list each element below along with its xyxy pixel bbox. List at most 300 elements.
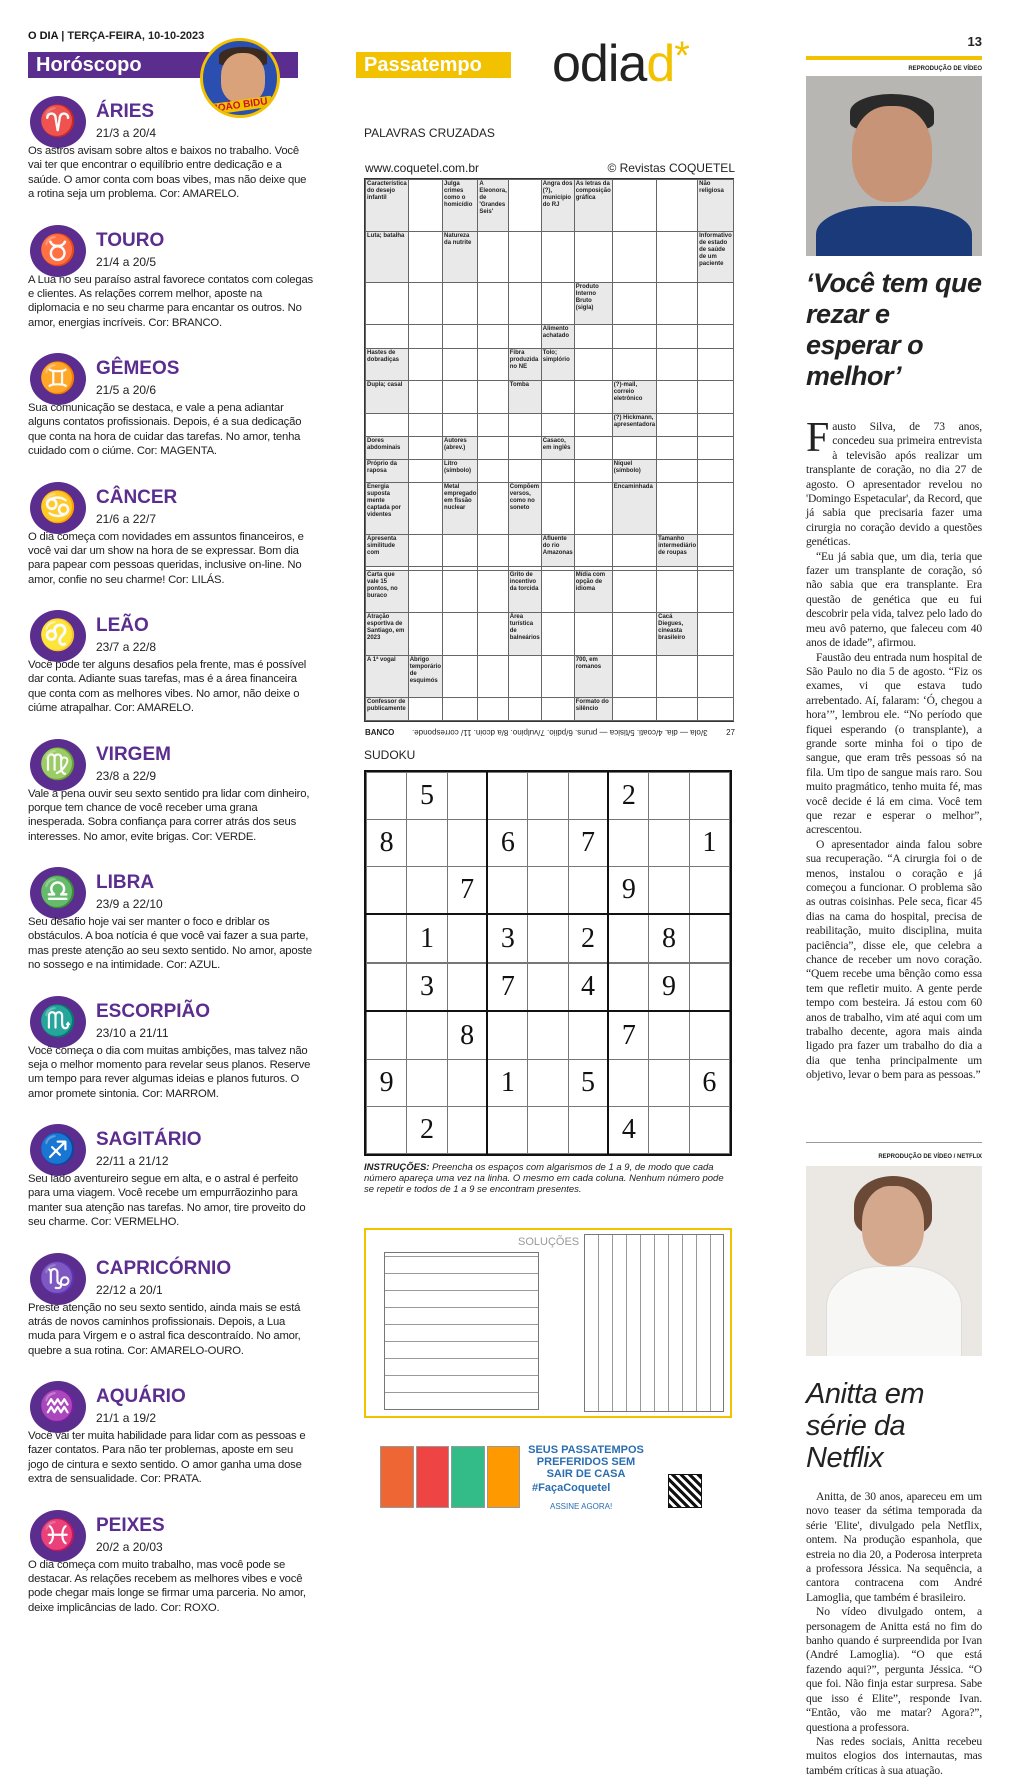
crossword-cell[interactable] xyxy=(698,483,734,535)
sudoku-cell[interactable]: 2 xyxy=(568,914,608,962)
magazine-covers xyxy=(380,1446,520,1508)
crossword-cell[interactable] xyxy=(508,459,541,482)
crossword-cell[interactable] xyxy=(574,413,612,436)
crossword-cell[interactable] xyxy=(478,283,508,325)
instr-text: Preencha os espaços com algarismos de 1 a 9, de modo que cada número apareça uma vez na linha. O mesmo em cada coluna. Nenhum número pode se repetir e todos de 1 a 9 se encontram presentes. xyxy=(364,1162,724,1195)
crossword-cell[interactable]: Próprio da raposa xyxy=(366,459,409,482)
sign-dates: 21/5 a 20/6 xyxy=(96,383,157,397)
crossword-cell[interactable] xyxy=(612,283,656,325)
sign-text: Os astros avisam sobre altos e baixos no trabalho. Você vai ter que encontrar o equilíbrio entre dedicação e a saúde. O amor conta com boas vibes, mas não deixe que a rotina seja um problema. Cor: AMARELO. xyxy=(28,145,307,201)
crossword-cell[interactable] xyxy=(508,180,541,232)
crossword-cell[interactable] xyxy=(508,413,541,436)
crossword-cell[interactable] xyxy=(574,436,612,459)
crossword-cell[interactable] xyxy=(657,697,698,720)
crossword-cell[interactable]: Casaco, em inglês xyxy=(541,436,574,459)
crossword-cell[interactable] xyxy=(541,381,574,414)
sign-dates: 21/1 a 19/2 xyxy=(96,1411,157,1425)
crossword-cell[interactable] xyxy=(478,231,508,283)
crossword-cell[interactable] xyxy=(698,436,734,459)
crossword-cell[interactable] xyxy=(541,231,574,283)
columnist-name: JOÃO BIDU xyxy=(207,95,274,115)
crossword-cell[interactable] xyxy=(408,231,442,283)
sudoku-cell[interactable]: 7 xyxy=(487,964,527,1012)
crossword-cell[interactable] xyxy=(443,381,478,414)
crossword-cell[interactable] xyxy=(612,325,656,348)
article-paragraph: Faustão deu entrada num hospital de São Paulo no dia 5 de agosto. “Fiz os exames, vi que estava tudo arrebentado. Aí, falaram: ‘Ó, chegou a hora’”, lembrou ele. “No período que fiquei esperando (o transplante), a grande sorte minha foi o tipo de sangue, que eram três pessoas só na fila. Um tipo de sangue mais raro. Sou muito pragmático, tenho muita fé, mas você decide é lá em cima. Você tem que rezar e esperar o melhor”, acrescentou. xyxy=(806,650,982,837)
sudoku-cell[interactable] xyxy=(407,820,447,867)
sudoku-cell[interactable]: 6 xyxy=(487,820,527,867)
crossword-cell[interactable] xyxy=(478,534,508,567)
photo-credit-1: REPRODUÇÃO DE VÍDEO xyxy=(908,66,982,72)
crossword-cell[interactable] xyxy=(478,413,508,436)
sign-text: Sua comunicação se destaca, e vale a pena adiantar alguns contatos profissionais. Depois, é a sua dedicação que conta na hora de cuidar das tarefas. No amor, tenha cuidado com o ciúme. Cor: MAGENTA. xyxy=(28,402,302,458)
crossword-cell[interactable] xyxy=(508,655,541,697)
crossword-cell[interactable]: Grito de incentivo da torcida xyxy=(508,571,541,613)
crossword-cell[interactable] xyxy=(541,571,574,613)
sudoku-cell[interactable] xyxy=(367,914,407,962)
sudoku-cell[interactable] xyxy=(407,867,447,915)
crossword-cell[interactable] xyxy=(408,534,442,567)
crossword-cell[interactable] xyxy=(408,381,442,414)
sign-name: VIRGEM xyxy=(96,743,171,765)
crossword-cell[interactable]: Confessor de publicamente xyxy=(366,697,409,720)
sign-name: LIBRA xyxy=(96,872,155,893)
sudoku-cell[interactable] xyxy=(568,1011,608,1059)
crossword-cell[interactable]: Dupla; casal xyxy=(366,381,409,414)
sudoku-cell[interactable] xyxy=(649,1059,689,1106)
sudoku-cell[interactable] xyxy=(689,914,729,962)
crossword-cell[interactable]: Luta; batalha xyxy=(366,231,409,283)
sudoku-cell[interactable] xyxy=(528,1106,568,1153)
section-title: Horóscopo xyxy=(28,52,298,78)
drop-cap: F xyxy=(806,415,830,461)
sudoku-cell[interactable] xyxy=(649,867,689,915)
crossword-copyright: © Revistas COQUETEL xyxy=(607,161,735,175)
crossword-cell[interactable] xyxy=(574,613,612,655)
crossword-cell[interactable]: (?) Hickmann, apresentadora xyxy=(612,413,656,436)
sudoku-cell[interactable] xyxy=(689,1106,729,1153)
sign-text: Você pode ter alguns desafios pela frente, mas é possível dar conta. Adiante suas tarefas, mas é a área financeira que conta com as melhores vibes. No amor, não deixe o ciúme atrapalhar. Cor: AMARELO. xyxy=(28,659,307,715)
crossword-cell[interactable] xyxy=(478,436,508,459)
sign-dates: 22/12 a 20/1 xyxy=(96,1282,163,1297)
sign-dates: 21/4 a 20/5 xyxy=(96,254,157,269)
crossword-cell[interactable] xyxy=(508,325,541,348)
crossword-cell[interactable] xyxy=(698,381,734,414)
sudoku-cell[interactable]: 5 xyxy=(568,1059,608,1106)
crossword-cell[interactable] xyxy=(541,459,574,482)
crossword-cell[interactable] xyxy=(657,180,698,232)
sudoku-cell[interactable]: 3 xyxy=(487,914,527,962)
crossword-cell[interactable]: Compõem versos, como no soneto xyxy=(508,483,541,535)
sign-name: CÂNCER xyxy=(96,486,178,508)
section-title-passatempo: Passatempo xyxy=(356,52,511,78)
columnist-face xyxy=(221,53,265,103)
sudoku-cell[interactable]: 8 xyxy=(367,820,407,867)
sudoku-cell[interactable] xyxy=(528,914,568,962)
crossword-cell[interactable] xyxy=(443,697,478,720)
sudoku-cell[interactable] xyxy=(528,1011,568,1059)
article-paragraph: O apresentador ainda falou sobre sua recuperação. “A cirurgia foi o de menos, instalou o coração e já começou a funcionar. O problema são as outras coisinhas. Pele seca, ficar 45 dias na cama do hospital, precisa de reabilitação, muito disciplina, muita paciência”, disse ele, que celebra a chance de receber um novo coração. “Quem recebe uma bênção como essa tem que refletir muito. A gente perde tempo com besteira. Já estou com 60 anos de trabalho, vim até aqui com um trabalho decente, agora mais ainda ligado pra fazer um trabalho do dia a dia que tenha principalmente um objetivo, levar o bem para as pessoas.” xyxy=(806,837,982,1082)
sudoku-cell[interactable] xyxy=(608,964,648,1012)
crossword-cell[interactable] xyxy=(574,381,612,414)
sudoku-cell[interactable] xyxy=(407,1059,447,1106)
crossword-cell[interactable] xyxy=(443,613,478,655)
crossword-cell[interactable]: Dores abdominais xyxy=(366,436,409,459)
sign-text: Você começa o dia com muitas ambições, mas talvez não seja o melhor momento para revelar seus planos. Reserve um tempo para rever algumas ideias e planos futuros. O amor promete sintonia. Cor: MARROM. xyxy=(28,1044,311,1100)
photo-faustao xyxy=(806,76,982,256)
sign-dates: 23/10 a 21/11 xyxy=(96,1025,169,1040)
crossword-cell[interactable]: A Eleonora, de 'Grandes Seis' xyxy=(478,180,508,232)
sudoku-cell[interactable]: 8 xyxy=(649,914,689,962)
photo-credit-2: REPRODUÇÃO DE VÍDEO / NETFLIX xyxy=(878,1154,982,1160)
sign-name: AQUÁRIO xyxy=(96,1386,186,1407)
crossword-cell[interactable]: Produto Interno Bruto (sigla) xyxy=(574,283,612,325)
sudoku-cell[interactable] xyxy=(407,1011,447,1059)
ad-headline: SEUS PASSATEMPOS PREFERIDOS SEM SAIR DE CASA xyxy=(528,1444,644,1480)
crossword-grid xyxy=(364,161,735,737)
sudoku-cell[interactable] xyxy=(487,1011,527,1059)
sign-dates: 23/8 a 22/9 xyxy=(96,768,157,783)
sudoku-cell[interactable] xyxy=(487,1106,527,1153)
sudoku-cell[interactable] xyxy=(528,964,568,1012)
crossword-cell[interactable]: As letras da composição gráfica xyxy=(574,180,612,232)
crossword-cell[interactable] xyxy=(366,325,409,348)
crossword-cell[interactable] xyxy=(574,348,612,381)
crossword-cell[interactable]: Tomba xyxy=(508,381,541,414)
crossword-cell[interactable] xyxy=(657,459,698,482)
sign-text: O dia começa com novidades em assuntos financeiros, e você vai dar um show na hora de se expressar. Bom dia para papear com pessoas queridas, inclusive on-line. No amor, confie no seu charme! Cor: LILÁS. xyxy=(28,530,304,586)
crossword-cell[interactable] xyxy=(478,459,508,482)
crossword-cell[interactable] xyxy=(508,231,541,283)
crossword-cell[interactable]: Formato do silêncio xyxy=(574,697,612,720)
crossword-cell[interactable] xyxy=(408,459,442,482)
crossword-cell[interactable]: Atração esportiva de Santiago, em 2023 xyxy=(366,613,409,655)
crossword-cell[interactable] xyxy=(443,534,478,567)
crossword-cell[interactable] xyxy=(612,180,656,232)
crossword-cell[interactable] xyxy=(698,571,734,613)
crossword-cell[interactable] xyxy=(541,283,574,325)
crossword-cell[interactable] xyxy=(408,348,442,381)
sudoku-cell[interactable] xyxy=(367,1011,407,1059)
crossword-cell[interactable]: Área turística de balneários xyxy=(508,613,541,655)
crossword-cell[interactable] xyxy=(443,413,478,436)
sudoku-cell[interactable]: 9 xyxy=(367,1059,407,1106)
crossword-cell[interactable]: Litro (símbolo) xyxy=(443,459,478,482)
sudoku-cell[interactable] xyxy=(367,964,407,1012)
magazine-cover xyxy=(416,1446,450,1508)
crossword-cell[interactable] xyxy=(698,613,734,655)
page-date: TERÇA-FEIRA, 10-10-2023 xyxy=(67,30,205,42)
crossword-cell[interactable] xyxy=(541,613,574,655)
crossword-footer xyxy=(365,728,735,737)
magazine-cover xyxy=(487,1446,521,1508)
crossword-cell[interactable] xyxy=(657,436,698,459)
ad-subscribe[interactable]: ASSINE AGORA! xyxy=(550,1502,613,1511)
sign-dates: 22/11 a 21/12 xyxy=(96,1154,169,1168)
crossword-cell[interactable] xyxy=(478,483,508,535)
crossword-cell[interactable] xyxy=(612,534,656,567)
crossword-cell[interactable] xyxy=(443,571,478,613)
sudoku-cell[interactable]: 8 xyxy=(447,1011,487,1059)
crossword-cell[interactable] xyxy=(478,325,508,348)
crossword-cell[interactable] xyxy=(443,348,478,381)
crossword-cell[interactable] xyxy=(478,348,508,381)
crossword-cell[interactable] xyxy=(541,655,574,697)
headline-1: ‘Você tem que rezar e esperar o melhor’ xyxy=(806,268,982,391)
sudoku-cell[interactable] xyxy=(608,1059,648,1106)
sudoku-cell[interactable] xyxy=(367,773,407,820)
banco-text: 3/ola — dia. 4/coati. 5/tisica — pruns. 6/pdiio. 7/vulpino. 8/a dcoin. 11/ corresponde. xyxy=(412,728,708,737)
crossword-cell[interactable] xyxy=(541,483,574,535)
sign-name: PEIXES xyxy=(96,1514,165,1536)
sudoku-cell[interactable] xyxy=(568,1106,608,1153)
crossword-cell[interactable] xyxy=(366,413,409,436)
crossword-cell[interactable]: 700, em romanos xyxy=(574,655,612,697)
brand: O DIA xyxy=(28,30,59,42)
sudoku-cell[interactable] xyxy=(608,914,648,962)
sudoku-cell[interactable]: 1 xyxy=(407,914,447,962)
crossword-cell[interactable] xyxy=(478,697,508,720)
zodiac-icon: ♊ xyxy=(30,353,86,405)
crossword-cell[interactable] xyxy=(657,231,698,283)
sudoku-title: SUDOKU xyxy=(364,748,416,762)
crossword-cell[interactable] xyxy=(478,571,508,613)
crossword-cell[interactable] xyxy=(443,283,478,325)
crossword-cell[interactable] xyxy=(612,697,656,720)
crossword-cell[interactable] xyxy=(657,571,698,613)
sudoku-cell[interactable]: 4 xyxy=(568,964,608,1012)
sudoku-cell[interactable]: 1 xyxy=(689,820,729,867)
sudoku-cell[interactable] xyxy=(689,964,729,1012)
zodiac-icon: ♉ xyxy=(30,225,86,277)
sudoku-cell[interactable]: 7 xyxy=(608,1011,648,1059)
puzzle-column xyxy=(356,30,756,1730)
crossword-cell[interactable] xyxy=(508,283,541,325)
crossword-title: PALAVRAS CRUZADAS xyxy=(364,126,495,140)
crossword-cell[interactable] xyxy=(612,436,656,459)
crossword-cell[interactable]: Hastes de dobradiças xyxy=(366,348,409,381)
coquetel-ad[interactable] xyxy=(364,1430,732,1520)
ad-hashtag: #FaçaCoquetel xyxy=(532,1482,611,1494)
zodiac-icon: ♐ xyxy=(30,1124,86,1176)
crossword-cell[interactable]: Natureza da nutrite xyxy=(443,231,478,283)
crossword-cell[interactable]: Julga crimes como o homicídio xyxy=(443,180,478,232)
sudoku-cell[interactable] xyxy=(649,820,689,867)
sudoku-cell[interactable]: 6 xyxy=(689,1059,729,1106)
crossword-cell[interactable] xyxy=(408,436,442,459)
sudoku-cell[interactable] xyxy=(689,867,729,915)
crossword-cell[interactable]: Autores (abrev.) xyxy=(443,436,478,459)
sudoku-cell[interactable] xyxy=(689,1011,729,1059)
crossword-cell[interactable] xyxy=(408,325,442,348)
sudoku-cell[interactable]: 4 xyxy=(608,1106,648,1153)
crossword-cell[interactable] xyxy=(408,283,442,325)
crossword-cell[interactable] xyxy=(408,483,442,535)
crossword-cell[interactable] xyxy=(408,697,442,720)
sudoku-grid xyxy=(364,770,732,1156)
crossword-cell[interactable] xyxy=(657,413,698,436)
sign-name: CAPRICÓRNIO xyxy=(96,1257,232,1279)
crossword-cell[interactable]: Mídia com opção de idioma xyxy=(574,571,612,613)
sudoku-cell[interactable] xyxy=(528,867,568,915)
crossword-cell[interactable]: Afluente do rio Amazonas xyxy=(541,534,574,567)
crossword-cell[interactable] xyxy=(366,283,409,325)
crossword-cell[interactable] xyxy=(508,534,541,567)
banco-label: BANCO xyxy=(365,728,395,737)
sudoku-cell[interactable] xyxy=(608,820,648,867)
sudoku-cell[interactable]: 5 xyxy=(407,773,447,820)
sudoku-cell[interactable] xyxy=(447,964,487,1012)
crossword-cell[interactable]: Não religiosa xyxy=(698,180,734,232)
crossword-cell[interactable] xyxy=(408,180,442,232)
sudoku-cell[interactable]: 7 xyxy=(447,867,487,915)
sudoku-cell[interactable] xyxy=(367,867,407,915)
crossword-cell[interactable]: Cacá Diegues, cineasta brasileiro xyxy=(657,613,698,655)
sudoku-cell[interactable]: 2 xyxy=(407,1106,447,1153)
puzzle-number: 27 xyxy=(726,728,735,737)
sign-name: GÊMEOS xyxy=(96,358,180,379)
crossword-cell[interactable] xyxy=(574,483,612,535)
crossword-cell[interactable] xyxy=(478,655,508,697)
yellow-rule xyxy=(806,56,982,60)
sudoku-cell[interactable]: 1 xyxy=(487,1059,527,1106)
sudoku-cell[interactable] xyxy=(447,773,487,820)
crossword-cell[interactable]: Tamanho intermediário de roupas xyxy=(657,534,698,567)
article-paragraph: “Eu já sabia que, um dia, teria que fazer um transplante de coração, só não sabia que era transplante. Era questão de genética que eu fui descobrir pela vida, talvez pelo lado do meu avô paterno, que faleceu com 40 anos de idade”, afirmou. xyxy=(806,549,982,650)
crossword-cell[interactable]: Característica do desejo infantil xyxy=(366,180,409,232)
sudoku-cell[interactable] xyxy=(528,820,568,867)
sudoku-cell[interactable]: 7 xyxy=(568,820,608,867)
crossword-cell[interactable] xyxy=(657,283,698,325)
crossword-cell[interactable]: Apresenta similitude com xyxy=(366,534,409,567)
sign-name: SAGITÁRIO xyxy=(96,1129,202,1150)
crossword-cell[interactable] xyxy=(657,655,698,697)
crossword-cell[interactable]: Tolo; simplório xyxy=(541,348,574,381)
crossword-cell[interactable] xyxy=(698,655,734,697)
zodiac-icon: ♒ xyxy=(30,1381,86,1433)
crossword-cell[interactable] xyxy=(698,283,734,325)
solutions-label: SOLUÇÕES xyxy=(518,1236,580,1248)
sudoku-cell[interactable] xyxy=(649,773,689,820)
crossword-cell[interactable] xyxy=(541,413,574,436)
crossword-cell[interactable]: Encaminhada xyxy=(612,483,656,535)
sudoku-cell[interactable] xyxy=(649,1106,689,1153)
crossword-cell[interactable]: Carta que vale 15 pontos, no buraco xyxy=(366,571,409,613)
crossword-cell[interactable]: Angra dos (?), município do RJ xyxy=(541,180,574,232)
sign-name: TOURO xyxy=(96,229,165,251)
crossword-cell[interactable]: Níquel (símbolo) xyxy=(612,459,656,482)
article-paragraph: austo Silva, de 73 anos, concedeu sua primeira entrevista à televisão após realizar um transplante de coração, no dia 27 de agosto. O apresentador revelou no 'Domingo Espetacular', da Record, que já sabia que precisaria fazer uma cirurgia no coração devido a questões genéticas. xyxy=(806,420,982,549)
crossword-cell[interactable] xyxy=(698,534,734,567)
crossword-cell[interactable]: (?)-mail, correio eletrônico xyxy=(612,381,656,414)
crossword-cell[interactable] xyxy=(612,655,656,697)
crossword-cell[interactable] xyxy=(698,413,734,436)
crossword-cell[interactable] xyxy=(698,697,734,720)
sudoku-cell[interactable] xyxy=(447,1059,487,1106)
crossword-cell[interactable] xyxy=(443,325,478,348)
crossword-cell[interactable] xyxy=(574,325,612,348)
crossword-cell[interactable]: Alimento achatado xyxy=(541,325,574,348)
zodiac-icon: ♏ xyxy=(30,996,86,1048)
crossword-site: www.coquetel.com.br xyxy=(365,161,480,175)
article-paragraph: Nas redes sociais, Anitta recebeu muitos elogios dos internautas, mas também críticas à sua atuação. xyxy=(806,1734,982,1777)
sudoku-cell[interactable] xyxy=(528,1059,568,1106)
sudoku-cell[interactable] xyxy=(568,773,608,820)
crossword-cell[interactable]: Informativo de estado de saúde de um paciente xyxy=(698,231,734,283)
crossword-cell[interactable]: Fibra produzida no NE xyxy=(508,348,541,381)
crossword-cell[interactable]: Energia suposta mente captada por videntes xyxy=(366,483,409,535)
crossword-header xyxy=(365,161,735,175)
crossword-cell[interactable] xyxy=(657,348,698,381)
sudoku-cell[interactable]: 2 xyxy=(608,773,648,820)
crossword-cell[interactable] xyxy=(478,381,508,414)
crossword-cell[interactable] xyxy=(443,655,478,697)
sudoku-cell[interactable] xyxy=(487,773,527,820)
zodiac-icon: ♋ xyxy=(30,482,86,534)
magazine-cover xyxy=(380,1446,414,1508)
sudoku-cell[interactable] xyxy=(447,1106,487,1153)
crossword-cell[interactable] xyxy=(574,459,612,482)
crossword-cell[interactable] xyxy=(508,697,541,720)
article-paragraph: Anitta, de 30 anos, apareceu em um novo teaser da sétima temporada da série 'Elite', divulgado pela Netflix, ontem. Na produção espanhola, que estreia no dia 20, a Poderosa interpreta a professora Jéssica. Na sequência, a cantora contracena com André Lamoglia, que também é brasileiro. xyxy=(806,1490,982,1604)
sudoku-cell[interactable] xyxy=(447,820,487,867)
crossword-cell[interactable] xyxy=(657,325,698,348)
sign-dates: 21/6 a 22/7 xyxy=(96,511,157,526)
zodiac-icon: ♑ xyxy=(30,1253,86,1305)
crossword-cell[interactable] xyxy=(698,325,734,348)
crossword-cell[interactable] xyxy=(541,697,574,720)
crossword-cell[interactable] xyxy=(612,613,656,655)
crossword-cell[interactable] xyxy=(408,413,442,436)
crossword-cell[interactable] xyxy=(698,348,734,381)
crossword-cell[interactable] xyxy=(698,459,734,482)
sudoku-cell[interactable] xyxy=(447,914,487,962)
sudoku-cell[interactable] xyxy=(568,867,608,915)
sudoku-cell[interactable] xyxy=(367,1106,407,1153)
sign-name: ESCORPIÃO xyxy=(96,1000,211,1022)
crossword-cell[interactable]: Metal empregado em fissão nuclear xyxy=(443,483,478,535)
sudoku-cell[interactable] xyxy=(649,1011,689,1059)
crossword-cell[interactable] xyxy=(574,534,612,567)
sign-dates: 23/9 a 22/10 xyxy=(96,897,163,911)
crossword-cell[interactable] xyxy=(657,483,698,535)
crossword-cell[interactable] xyxy=(574,231,612,283)
instr-label: INSTRUÇÕES: xyxy=(364,1162,430,1173)
crossword-cell[interactable] xyxy=(657,381,698,414)
crossword-cell[interactable] xyxy=(408,613,442,655)
crossword-cell[interactable] xyxy=(612,571,656,613)
sudoku-cell[interactable]: 3 xyxy=(407,964,447,1012)
crossword-cell[interactable] xyxy=(508,436,541,459)
sudoku-cell[interactable] xyxy=(689,773,729,820)
crossword-cell[interactable]: A 1ª vogal xyxy=(366,655,409,697)
sudoku-cell[interactable] xyxy=(487,867,527,915)
sign-text: O dia começa com muito trabalho, mas você pode se destacar. As relações recebem as melhores vibes e você pode chegar mais longe se firmar uma parceria. No amor, deixe implicâncias de lado. Cor: ROXO. xyxy=(28,1558,306,1614)
columnist-badge xyxy=(200,38,280,118)
qr-code-icon[interactable] xyxy=(668,1474,702,1508)
crossword-cell[interactable]: Abrigo temporário de esquimós xyxy=(408,655,442,697)
zodiac-icon: ♍ xyxy=(30,739,86,791)
sign-dates: 21/3 a 20/4 xyxy=(96,126,157,140)
crossword-cell[interactable] xyxy=(612,348,656,381)
crossword-cell[interactable] xyxy=(612,231,656,283)
crossword-cell[interactable] xyxy=(408,571,442,613)
sudoku-cell[interactable] xyxy=(528,773,568,820)
crossword-cell[interactable] xyxy=(478,613,508,655)
sudoku-cell[interactable]: 9 xyxy=(649,964,689,1012)
crossword-solution-grid xyxy=(584,1234,724,1412)
sudoku-cell[interactable]: 9 xyxy=(608,867,648,915)
